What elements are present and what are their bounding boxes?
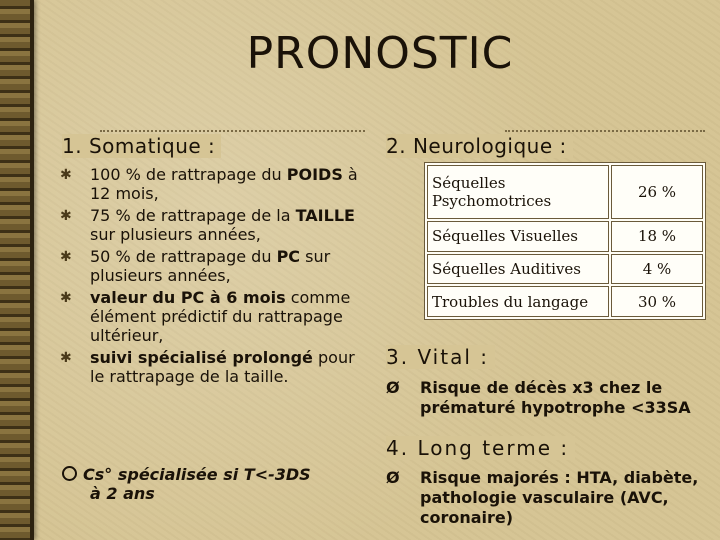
circle-bullet-icon <box>62 466 77 481</box>
sequelae-label: Troubles du langage <box>427 286 609 317</box>
table-row <box>427 286 703 317</box>
binder-edge <box>0 0 34 540</box>
table-row <box>427 221 703 252</box>
list-item: ✱ valeur du PC à 6 mois comme élément prédictif du rattrapage ultérieur, <box>60 288 351 345</box>
consultation-note: Cs° spécialisée si T<-3DS à 2 ans <box>62 465 362 503</box>
somatique-bullet-list <box>58 165 358 389</box>
list-item: ✱ 75 % de rattrapage de la TAILLE sur plusieurs années, <box>60 206 355 244</box>
sequelae-percent: 4 % <box>611 254 703 285</box>
neurologique-heading: 2. Neurologique : <box>386 134 573 158</box>
long-term-bullet: Ø Risque majorés : HTA, diabète, pathologie vasculaire (AVC, coronaire) <box>386 468 699 527</box>
list-item: ✱ 100 % de rattrapage du POIDS à 12 mois, <box>60 165 358 203</box>
vital-heading: 3. Vital : <box>386 345 495 369</box>
sequelae-percent: 18 % <box>611 221 703 252</box>
right-heading-rule <box>505 130 705 132</box>
sequelae-table <box>424 162 706 320</box>
sequelae-label: Séquelles Auditives <box>427 254 609 285</box>
slide-title: PRONOSTIC <box>246 28 514 79</box>
star-bullet-icon: ✱ <box>60 249 72 265</box>
sequelae-percent: 30 % <box>611 286 703 317</box>
left-heading-rule <box>100 130 365 132</box>
list-item: ✱ 50 % de rattrapage du PC sur plusieurs années, <box>60 247 331 285</box>
list-item: ✱ suivi spécialisé prolongé pour le rattrapage de la taille. <box>60 348 355 386</box>
sequelae-label: Séquelles Visuelles <box>427 221 609 252</box>
star-bullet-icon: ✱ <box>60 290 72 306</box>
sequelae-label: Séquelles Psychomotrices <box>427 165 609 219</box>
vital-bullet: Ø Risque de décès x3 chez le prématuré hypotrophe <33SA <box>386 378 691 417</box>
sequelae-percent: 26 % <box>611 165 703 219</box>
table-row <box>427 165 703 219</box>
star-bullet-icon: ✱ <box>60 167 72 183</box>
somatique-heading: 1. Somatique : <box>62 134 221 158</box>
long-term-heading: 4. Long terme : <box>386 436 575 460</box>
star-bullet-icon: ✱ <box>60 208 72 224</box>
star-bullet-icon: ✱ <box>60 350 72 366</box>
arrow-bullet-icon: Ø <box>386 378 400 397</box>
table-row <box>427 254 703 285</box>
arrow-bullet-icon: Ø <box>386 468 400 487</box>
